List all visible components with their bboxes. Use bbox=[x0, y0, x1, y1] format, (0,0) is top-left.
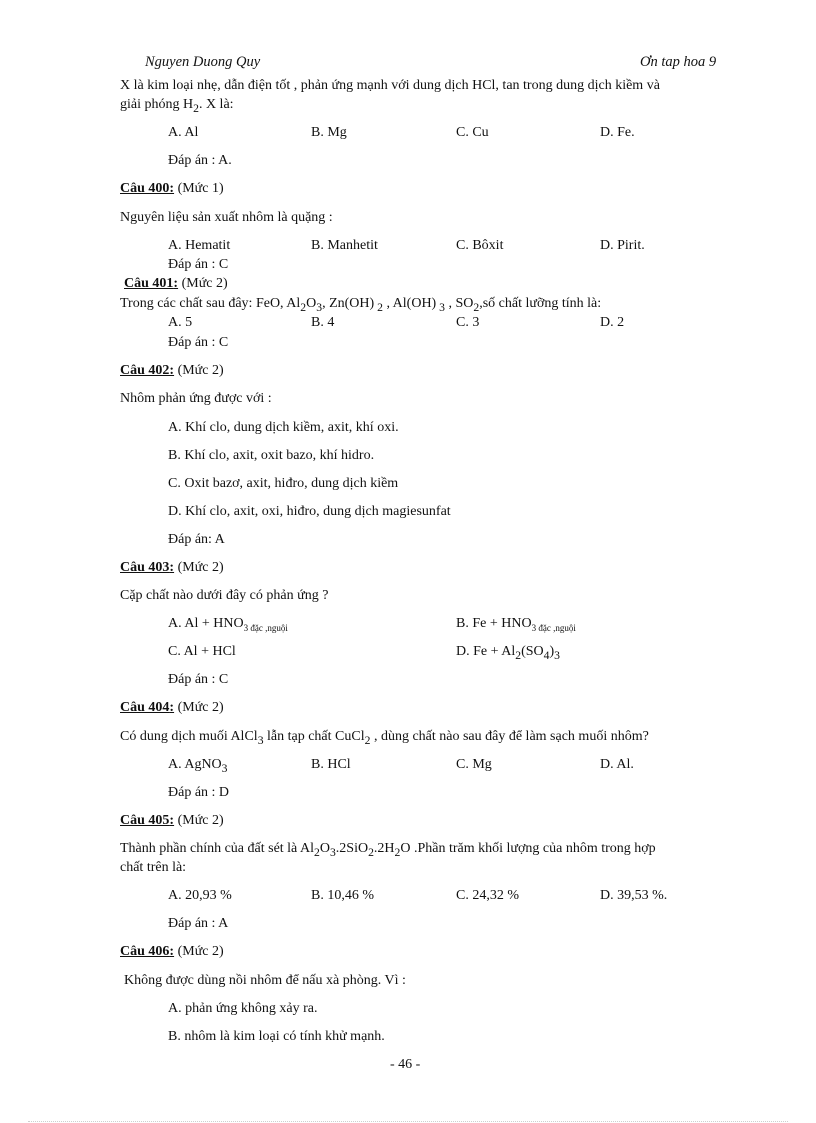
q403-answer: Đáp án : C bbox=[168, 672, 229, 687]
q404-option-b: B. HCl bbox=[311, 757, 351, 772]
q404-option-a: A. AgNO$_3$ bbox=[168, 757, 228, 775]
q403-heading: Câu 403: (Mức 2) bbox=[120, 560, 224, 575]
q401-answer: Đáp án : C bbox=[168, 335, 229, 350]
q404-option-d: D. Al. bbox=[600, 757, 634, 772]
q403-option-a: A. $Al + HNO_{3 đặc ,nguội}$ bbox=[168, 616, 288, 633]
q400-option-d: D. Pirit. bbox=[600, 238, 645, 253]
q400-heading: Câu 400: (Mức 1) bbox=[120, 181, 224, 196]
q402-text: Nhôm phản ứng được với : bbox=[120, 391, 272, 406]
intro-line-1: X là kim loại nhẹ, dẫn điện tốt , phản ứng mạnh với dung dịch HCl, tan trong dung dịch kiềm và bbox=[120, 78, 660, 93]
q403-option-c: C. Al + HCl bbox=[168, 644, 236, 659]
header-author: Nguyen Duong Quy bbox=[145, 54, 261, 70]
q405-option-a: A. 20,93 % bbox=[168, 888, 232, 903]
q405-answer: Đáp án : A bbox=[168, 916, 229, 931]
intro-answer: Đáp án : A. bbox=[168, 153, 232, 168]
q401-text: Trong các chất sau đây: FeO, $Al_2O_3$, Zn(OH) $_2$ , Al(OH) $_3$ , $SO_2,số$ chất lưỡng tính là: bbox=[120, 296, 602, 314]
q402-option-c: C. Oxit bazơ, axit, hiđro, dung dịch kiềm bbox=[168, 476, 399, 491]
q401-heading: Câu 401: (Mức 2) bbox=[124, 276, 228, 291]
q405-option-c: C. 24,32 % bbox=[456, 888, 519, 903]
q404-text: Có dung dịch muối AlCl$_3$ lẫn tạp chất CuCl$_2$ , dùng chất nào sau đây để làm sạch muối nhôm? bbox=[120, 729, 649, 747]
q401-option-a: A. 5 bbox=[168, 315, 193, 330]
q406-text: Không được dùng nồi nhôm để nấu xà phòng. Vì : bbox=[124, 973, 406, 988]
q401-option-b: B. 4 bbox=[311, 315, 335, 330]
q406-option-a: A. phản ứng không xảy ra. bbox=[168, 1001, 318, 1016]
q400-text: Nguyên liệu sản xuất nhôm là quặng : bbox=[120, 210, 333, 225]
q404-option-c: C. Mg bbox=[456, 757, 492, 772]
q405-text: Thành phần chính của đất sét là $Al_2O_3.2SiO_2.2H_2O$ .Phần trăm khối lượng của nhôm trong hợp bbox=[120, 841, 656, 859]
q400-option-c: C. Bôxit bbox=[456, 238, 504, 253]
q405-option-b: B. 10,46 % bbox=[311, 888, 374, 903]
header-subject: Ơn tap hoa 9 bbox=[640, 54, 717, 70]
q404-heading: Câu 404: (Mức 2) bbox=[120, 700, 224, 715]
q403-text: Cặp chất nào dưới đây có phản ứng ? bbox=[120, 588, 329, 603]
q402-heading: Câu 402: (Mức 2) bbox=[120, 363, 224, 378]
q400-option-b: B. Manhetit bbox=[311, 238, 378, 253]
q402-option-b: B. Khí clo, axit, oxit bazo, khí hidro. bbox=[168, 448, 375, 463]
q401-option-c: C. 3 bbox=[456, 315, 480, 330]
page-number: - 46 - bbox=[390, 1057, 421, 1072]
q405-option-d: D. 39,53 %. bbox=[600, 888, 668, 903]
q403-option-b: B. $Fe + HNO_{3 đặc ,nguội}$ bbox=[456, 616, 576, 633]
intro-line-2: giải phóng $H_2$. X là: bbox=[120, 97, 234, 115]
page-bottom-divider bbox=[28, 1121, 788, 1122]
q404-answer: Đáp án : D bbox=[168, 785, 230, 800]
q405-heading: Câu 405: (Mức 2) bbox=[120, 813, 224, 828]
q406-heading: Câu 406: (Mức 2) bbox=[120, 944, 224, 959]
q403-option-d: D. $Fe + Al_2(SO_4)_3$ bbox=[456, 644, 560, 662]
intro-option-c: C. Cu bbox=[456, 125, 489, 140]
q402-option-a: A. Khí clo, dung dịch kiềm, axit, khí oxi. bbox=[168, 420, 399, 435]
q402-option-d: D. Khí clo, axit, oxi, hiđro, dung dịch magiesunfat bbox=[168, 504, 451, 519]
q401-option-d: D. 2 bbox=[600, 315, 625, 330]
q400-answer: Đáp án : C bbox=[168, 257, 229, 272]
intro-option-a: A. Al bbox=[168, 125, 199, 140]
intro-option-d: D. Fe. bbox=[600, 125, 635, 140]
q402-answer: Đáp án: A bbox=[168, 532, 225, 547]
q405-text-line-2: chất trên là: bbox=[120, 860, 187, 875]
q400-option-a: A. Hematit bbox=[168, 238, 231, 253]
q406-option-b: B. nhôm là kim loại có tính khử mạnh. bbox=[168, 1029, 385, 1044]
intro-option-b: B. Mg bbox=[311, 125, 347, 140]
